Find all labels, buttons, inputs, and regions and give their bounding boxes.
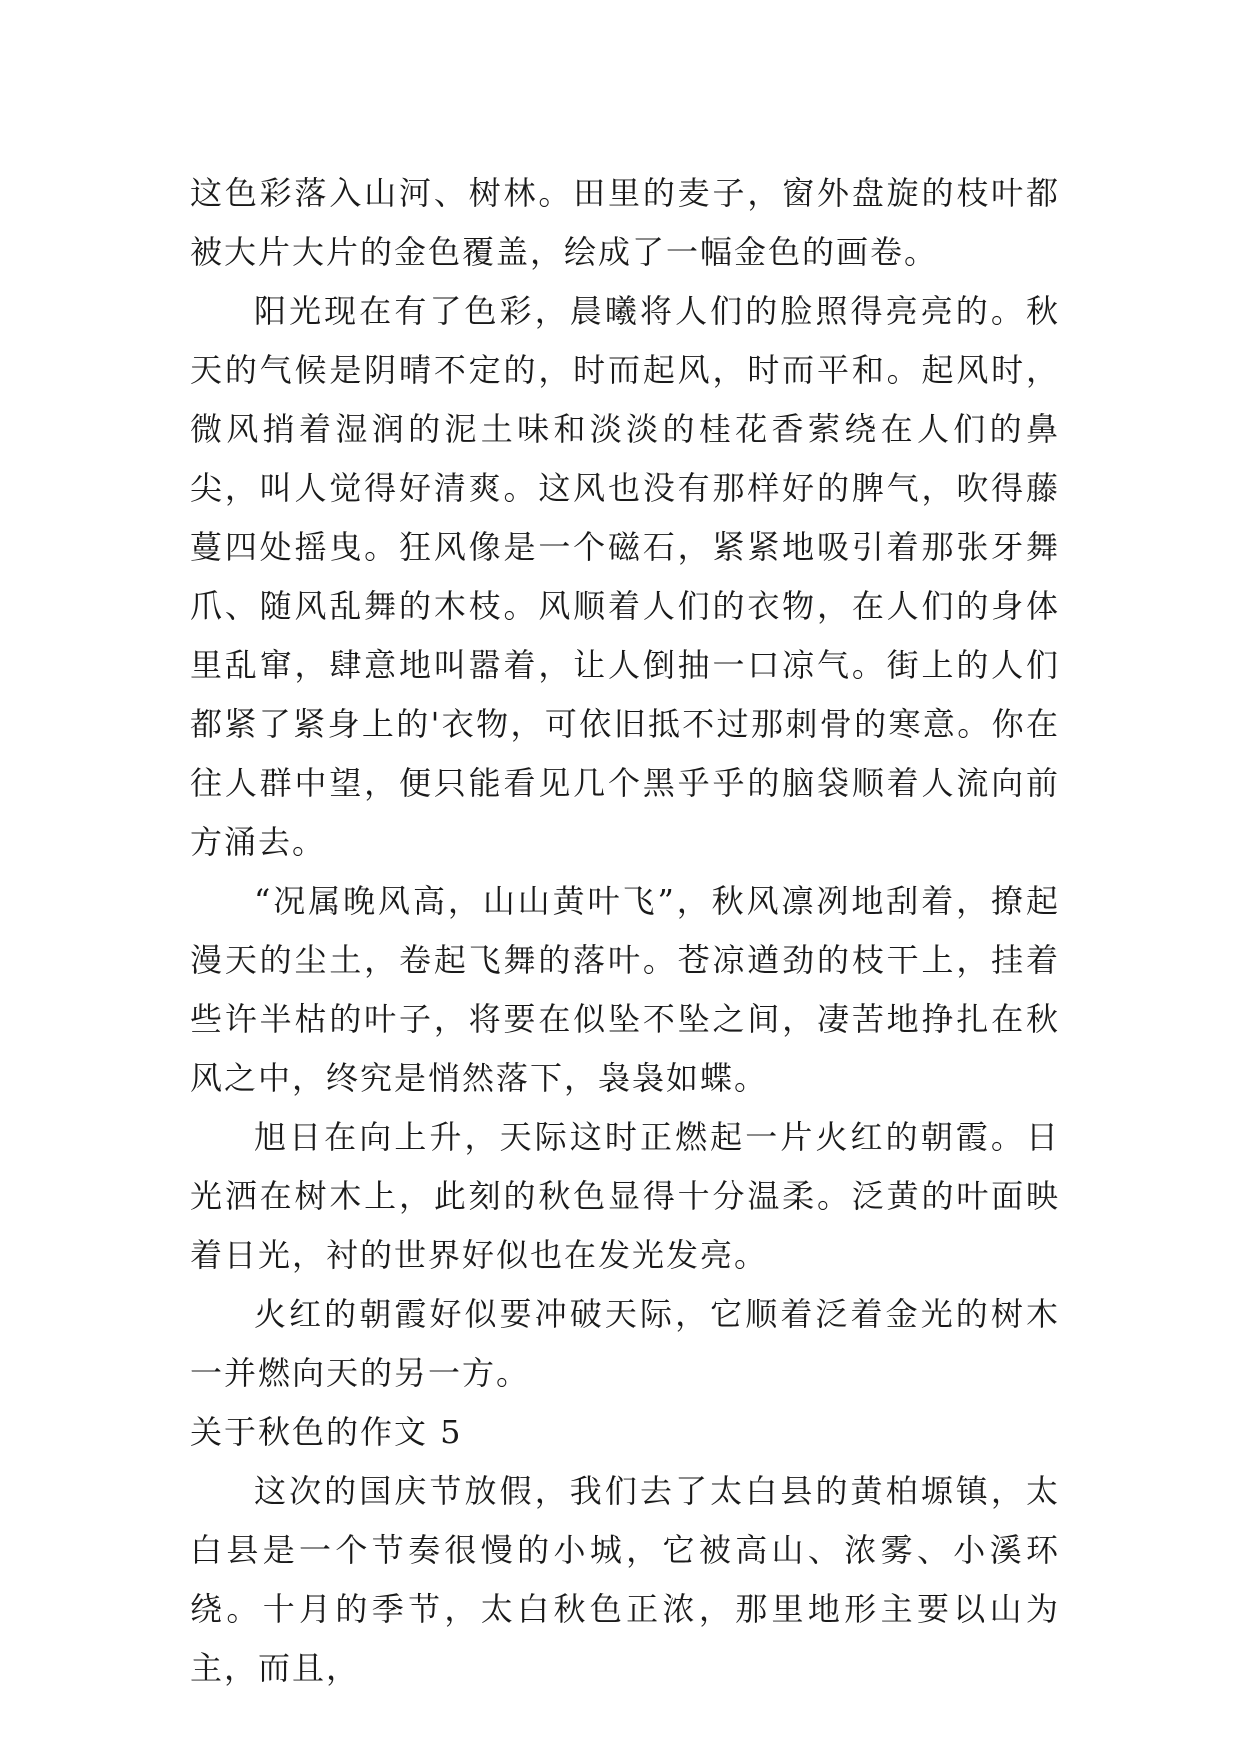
document-body — [190, 164, 1060, 1698]
section-paragraph-1: 这次的国庆节放假，我们去了太白县的黄柏塬镇，太白县是一个节奏很慢的小城，它被高山、浓雾、小溪环绕。十月的季节，太白秋色正浓，那里地形主要以山为主，而且， — [190, 1472, 1060, 1687]
paragraph-2: 阳光现在有了色彩，晨曦将人们的脸照得亮亮的。秋天的气候是阴晴不定的，时而起风，时而平和。起风时，微风捎着湿润的泥土味和淡淡的桂花香萦绕在人们的鼻尖，叫人觉得好清爽。这风也没有那样好的脾气，吹得藤蔓四处摇曳。狂风像是一个磁石，紧紧地吸引着那张牙舞爪、随风乱舞的木枝。风顺着人们的衣物，在人们的身体里乱窜，肆意地叫嚣着，让人倒抽一口凉气。街上的人们都紧了紧身上的'衣物，可依旧抵不过那刺骨的寒意。你在往人群中望，便只能看见几个黑乎乎的脑袋顺着人流向前方涌去。 — [190, 292, 1060, 861]
section-title: 关于秋色的作文 5 — [190, 1413, 463, 1451]
paragraph-4: 旭日在向上升，天际这时正燃起一片火红的朝霞。日光洒在树木上，此刻的秋色显得十分温柔。泛黄的叶面映着日光，衬的世界好似也在发光发亮。 — [190, 1118, 1060, 1274]
paragraph-3: “况属晚风高，山山黄叶飞”，秋风凛冽地刮着，撩起漫天的尘土，卷起飞舞的落叶。苍凉遒劲的枝干上，挂着些许半枯的叶子，将要在似坠不坠之间，凄苦地挣扎在秋风之中，终究是悄然落下，袅袅如蝶。 — [190, 882, 1060, 1097]
paragraph-1: 这色彩落入山河、树林。田里的麦子，窗外盘旋的枝叶都被大片大片的金色覆盖，绘成了一幅金色的画卷。 — [190, 174, 1060, 271]
paragraph-5: 火红的朝霞好似要冲破天际，它顺着泛着金光的树木一并燃向天的另一方。 — [190, 1295, 1060, 1392]
